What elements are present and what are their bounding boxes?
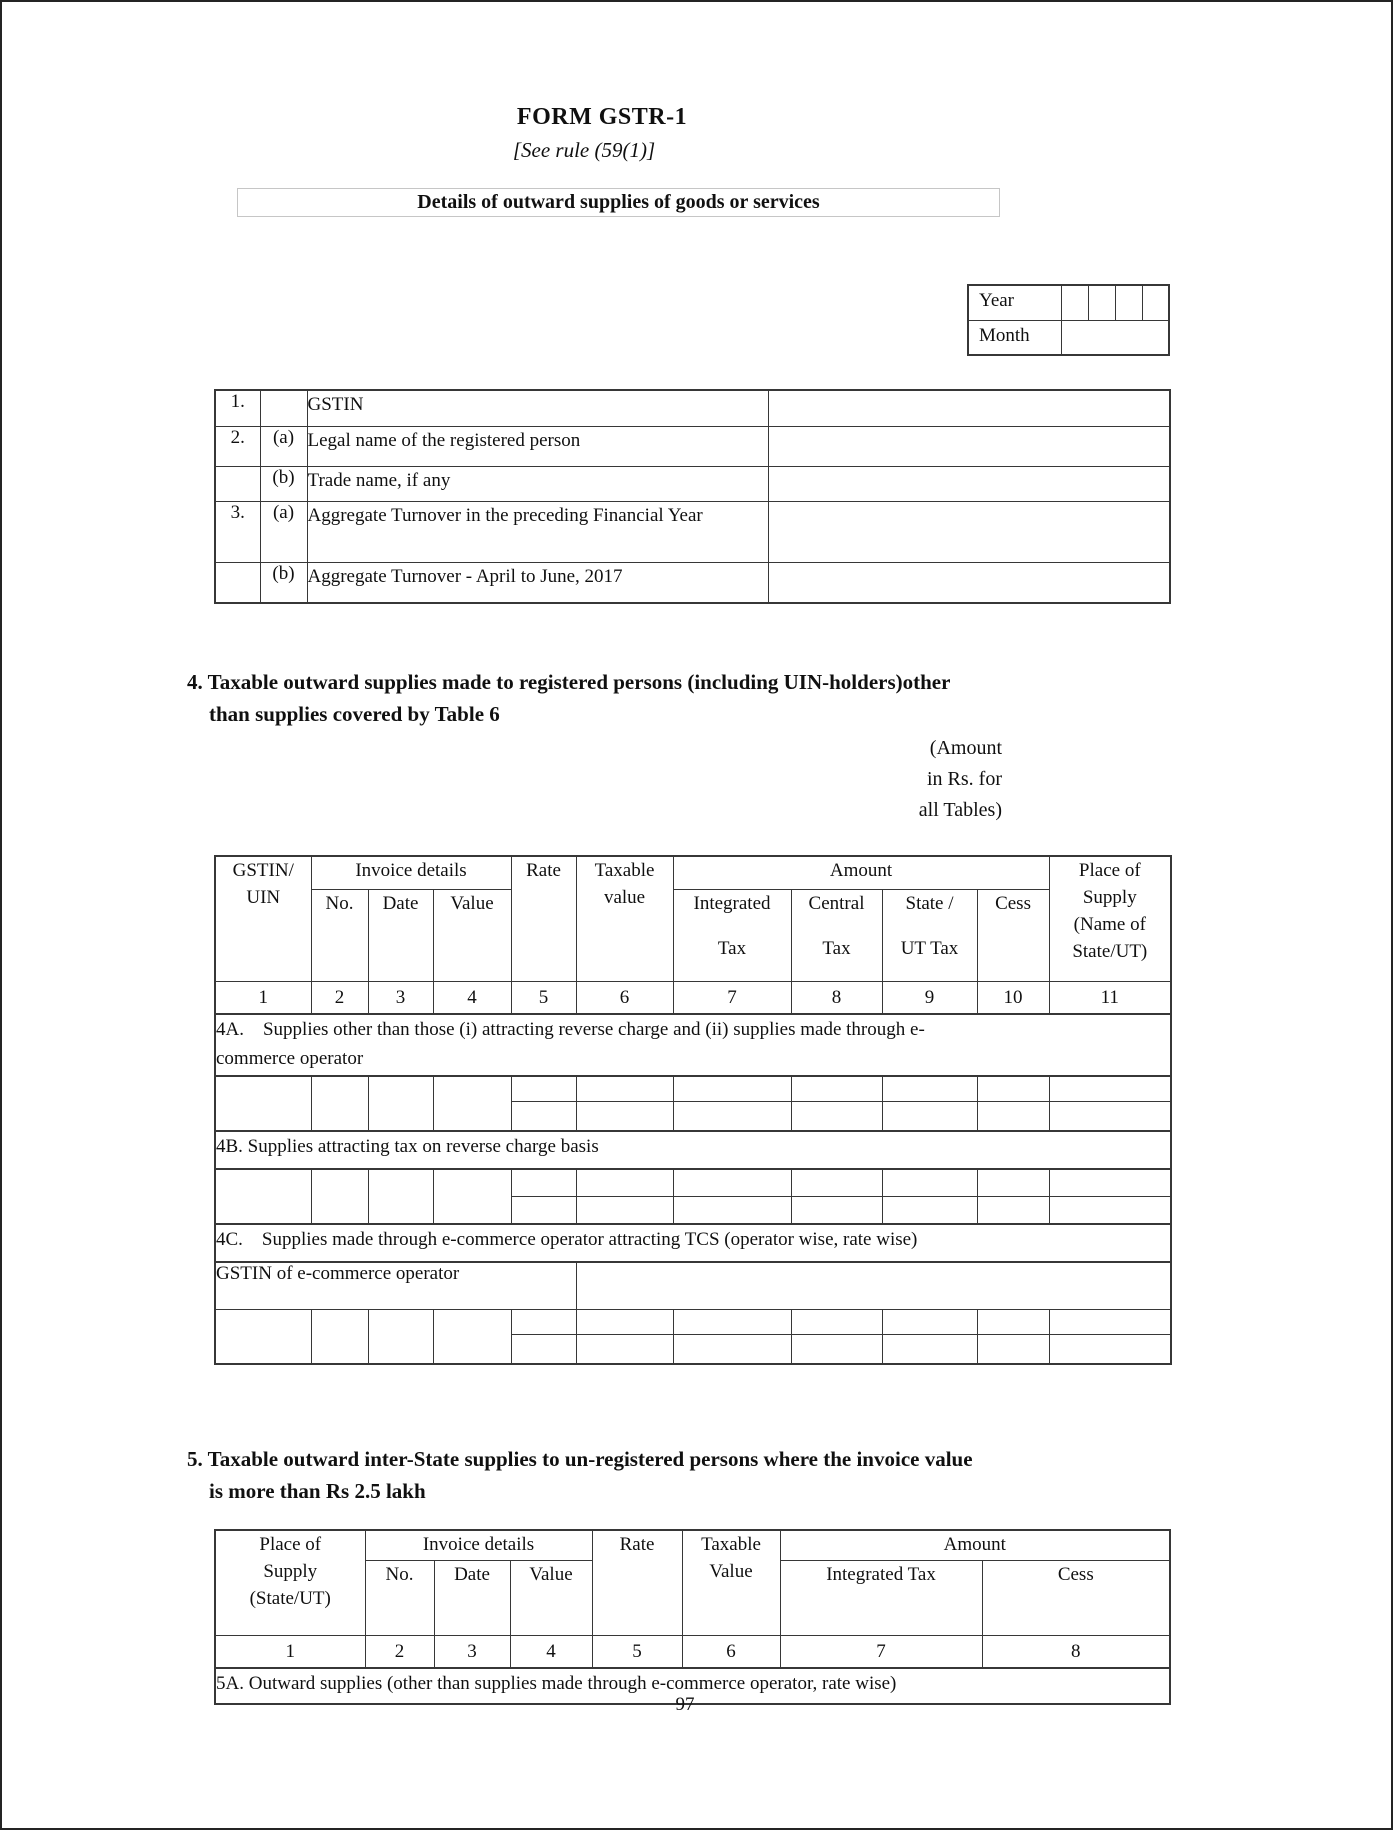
- row-subletter: (b): [260, 562, 307, 603]
- t4-central-tax-cell[interactable]: [791, 1102, 882, 1131]
- row-subletter: (a): [260, 426, 307, 466]
- col-header-value: Value: [510, 1560, 592, 1635]
- t4-invoice-no-cell[interactable]: [311, 1169, 368, 1224]
- t4-cess-cell[interactable]: [977, 1102, 1049, 1131]
- table4-header-row1: [215, 856, 1171, 889]
- year-digit-box[interactable]: [1088, 285, 1115, 320]
- gstin-ecommerce-label: GSTIN of e-commerce operator: [215, 1262, 576, 1310]
- t4-central-tax-cell[interactable]: [791, 1169, 882, 1197]
- turnover-apr-jun-label: Aggregate Turnover - April to June, 2017: [307, 562, 768, 603]
- turnover-apr-jun-row: [215, 562, 1170, 603]
- t4-taxable-value-cell[interactable]: [576, 1335, 673, 1364]
- col-header-place-of-supply: Place of Supply (State/UT): [215, 1530, 365, 1635]
- col-num: 5: [511, 981, 576, 1014]
- trade-name-label: Trade name, if any: [307, 466, 768, 501]
- col-header-invoice-details: Invoice details: [311, 856, 511, 889]
- t4-invoice-date-cell[interactable]: [368, 1169, 433, 1224]
- t4-place-of-supply-cell[interactable]: [1049, 1310, 1171, 1335]
- gstin-label: GSTIN: [307, 390, 768, 426]
- t4-rate-cell[interactable]: [511, 1197, 576, 1224]
- month-row: [968, 320, 1169, 355]
- row-number: 1.: [215, 390, 260, 426]
- t4-invoice-no-cell[interactable]: [311, 1310, 368, 1364]
- month-value-cell[interactable]: [1061, 320, 1169, 355]
- col-header-rate: Rate: [592, 1530, 682, 1635]
- col-header-amount: Amount: [780, 1530, 1170, 1560]
- col-num: 2: [365, 1635, 434, 1668]
- row-number: 2.: [215, 426, 260, 466]
- t4-taxable-value-cell[interactable]: [576, 1076, 673, 1102]
- col-num: 2: [311, 981, 368, 1014]
- t4-state-ut-tax-cell[interactable]: [882, 1197, 977, 1224]
- col-num: 4: [510, 1635, 592, 1668]
- t4-invoice-value-cell[interactable]: [433, 1076, 511, 1131]
- amount-note-line3: all Tables): [918, 799, 1002, 821]
- t4-state-ut-tax-cell[interactable]: [882, 1335, 977, 1364]
- table5-header-row1: [215, 1530, 1170, 1560]
- table4-data-row: [215, 1310, 1171, 1335]
- col-num: 9: [882, 981, 977, 1014]
- turnover-preceding-label: Aggregate Turnover in the preceding Financial Year: [307, 501, 768, 562]
- t4-cess-cell[interactable]: [977, 1169, 1049, 1197]
- t4-integrated-tax-cell[interactable]: [673, 1197, 791, 1224]
- t4-taxable-value-cell[interactable]: [576, 1197, 673, 1224]
- section-4a-label: 4A. Supplies other than those (i) attracting reverse charge and (ii) supplies made through e- commerce operator: [215, 1014, 1171, 1076]
- row-subletter: (a): [260, 501, 307, 562]
- t4-integrated-tax-cell[interactable]: [673, 1335, 791, 1364]
- section5-heading: [187, 1443, 1197, 1507]
- t4-central-tax-cell[interactable]: [791, 1197, 882, 1224]
- trade-name-value-cell[interactable]: [768, 466, 1170, 501]
- col-header-integrated-tax: Integrated Tax: [673, 889, 791, 981]
- t4-place-of-supply-cell[interactable]: [1049, 1197, 1171, 1224]
- t4-invoice-no-cell[interactable]: [311, 1076, 368, 1131]
- col-num: 5: [592, 1635, 682, 1668]
- section-4c-row: [215, 1224, 1171, 1262]
- t4-rate-cell[interactable]: [511, 1310, 576, 1335]
- turnover-apr-jun-boxes: [768, 562, 1170, 603]
- col-header-rate: Rate: [511, 856, 576, 981]
- col-header-taxable-value: Taxable value: [576, 856, 673, 981]
- t4-invoice-date-cell[interactable]: [368, 1076, 433, 1131]
- col-header-cess: Cess: [982, 1560, 1170, 1635]
- table4-header-row2: [215, 889, 1171, 981]
- row-number: [215, 466, 260, 501]
- legal-name-row: [215, 426, 1170, 466]
- col-header-date: Date: [434, 1560, 510, 1635]
- t4-integrated-tax-cell[interactable]: [673, 1102, 791, 1131]
- t4-rate-cell[interactable]: [511, 1076, 576, 1102]
- col-header-place-of-supply: Place of Supply (Name of State/UT): [1049, 856, 1171, 981]
- t4-cess-cell[interactable]: [977, 1310, 1049, 1335]
- t4-taxable-value-cell[interactable]: [576, 1310, 673, 1335]
- col-num: 6: [682, 1635, 780, 1668]
- col-num: 1: [215, 1635, 365, 1668]
- t4-taxable-value-cell[interactable]: [576, 1102, 673, 1131]
- col-num: 3: [368, 981, 433, 1014]
- t4-place-of-supply-cell[interactable]: [1049, 1335, 1171, 1364]
- col-num: 4: [433, 981, 511, 1014]
- section-4b-label: 4B. Supplies attracting tax on reverse charge basis: [215, 1131, 1171, 1169]
- col-num: 8: [791, 981, 882, 1014]
- col-num: 1: [215, 981, 311, 1014]
- t4-cess-cell[interactable]: [977, 1197, 1049, 1224]
- col-header-state-ut-tax: State / UT Tax: [882, 889, 977, 981]
- t4-gstin-cell[interactable]: [215, 1169, 311, 1224]
- trade-name-row: [215, 466, 1170, 501]
- t4-place-of-supply-cell[interactable]: [1049, 1076, 1171, 1102]
- row-subletter: [260, 390, 307, 426]
- rule-reference: [See rule (59(1)]: [512, 138, 656, 162]
- col-header-date: Date: [368, 889, 433, 981]
- section-5a-label: 5A. Outward supplies (other than supplies made through e-commerce operator, rate wise): [215, 1668, 1170, 1704]
- t4-state-ut-tax-cell[interactable]: [882, 1169, 977, 1197]
- period-table: [967, 284, 1170, 356]
- col-num: 10: [977, 981, 1049, 1014]
- section-4a-row: [215, 1014, 1171, 1076]
- t4-rate-cell[interactable]: [511, 1102, 576, 1131]
- col-num: 7: [780, 1635, 982, 1668]
- col-num: 8: [982, 1635, 1170, 1668]
- table4-registered-supplies: [214, 855, 1172, 1365]
- section4-heading: [187, 666, 1187, 730]
- table4-data-row: [215, 1076, 1171, 1102]
- t4-place-of-supply-cell[interactable]: [1049, 1102, 1171, 1131]
- t4-cess-cell[interactable]: [977, 1076, 1049, 1102]
- section-4b-row: [215, 1131, 1171, 1169]
- year-digit-box[interactable]: [1115, 285, 1142, 320]
- t4-central-tax-cell[interactable]: [791, 1076, 882, 1102]
- col-header-taxable-value: Taxable Value: [682, 1530, 780, 1635]
- legal-name-value-cell[interactable]: [768, 426, 1170, 466]
- t4-integrated-tax-cell[interactable]: [673, 1076, 791, 1102]
- table5-column-numbers: [215, 1635, 1170, 1668]
- row-number: [215, 562, 260, 603]
- section-4c-label: 4C. Supplies made through e-commerce operator attracting TCS (operator wise, rate wise): [215, 1224, 1171, 1262]
- t4-state-ut-tax-cell[interactable]: [882, 1102, 977, 1131]
- year-label: Year: [968, 285, 1061, 320]
- year-digit-box[interactable]: [1142, 285, 1169, 320]
- t4-gstin-cell[interactable]: [215, 1310, 311, 1364]
- page-number: 97: [675, 1694, 695, 1715]
- col-header-cess: Cess: [977, 889, 1049, 981]
- gstin-row: [215, 390, 1170, 426]
- turnover-preceding-boxes: [768, 501, 1170, 562]
- turnover-preceding-row: [215, 501, 1170, 562]
- row-subletter: (b): [260, 466, 307, 501]
- t4-rate-cell[interactable]: [511, 1169, 576, 1197]
- col-num: 6: [576, 981, 673, 1014]
- section4-heading-line1: 4. Taxable outward supplies made to registered persons (including UIN-holders)other: [187, 670, 951, 694]
- col-header-gstin-uin: GSTIN/ UIN: [215, 856, 311, 981]
- t4-rate-cell[interactable]: [511, 1335, 576, 1364]
- col-header-value: Value: [433, 889, 511, 981]
- section5-heading-line2: is more than Rs 2.5 lakh: [209, 1479, 426, 1503]
- form-title: FORM GSTR-1: [516, 104, 688, 130]
- legal-name-label: Legal name of the registered person: [307, 426, 768, 466]
- gstin-ecommerce-value-cell[interactable]: [576, 1262, 1171, 1310]
- t4-integrated-tax-cell[interactable]: [673, 1310, 791, 1335]
- t4-invoice-date-cell[interactable]: [368, 1310, 433, 1364]
- t4-cess-cell[interactable]: [977, 1335, 1049, 1364]
- col-header-amount: Amount: [673, 856, 1049, 889]
- t4-invoice-value-cell[interactable]: [433, 1169, 511, 1224]
- t4-central-tax-cell[interactable]: [791, 1310, 882, 1335]
- section4-heading-line2: than supplies covered by Table 6: [209, 702, 500, 726]
- section5-heading-line1: 5. Taxable outward inter-State supplies to un-registered persons where the invoice value: [187, 1447, 973, 1471]
- registration-table: [214, 389, 1171, 604]
- month-label: Month: [968, 320, 1061, 355]
- t4-integrated-tax-cell[interactable]: [673, 1169, 791, 1197]
- t4-gstin-cell[interactable]: [215, 1076, 311, 1131]
- col-num: 11: [1049, 981, 1171, 1014]
- gstin-value-boxes: [768, 390, 1170, 426]
- gstin-ecommerce-row: [215, 1262, 1171, 1310]
- col-header-no: No.: [311, 889, 368, 981]
- amount-note-line2: in Rs. for: [927, 768, 1002, 790]
- t4-state-ut-tax-cell[interactable]: [882, 1076, 977, 1102]
- table4-data-row: [215, 1169, 1171, 1197]
- year-digit-box[interactable]: [1061, 285, 1088, 320]
- table5-interstate-supplies: [214, 1529, 1171, 1705]
- col-header-integrated-tax: Integrated Tax: [780, 1560, 982, 1635]
- t4-place-of-supply-cell[interactable]: [1049, 1169, 1171, 1197]
- amount-note-line1: (Amount: [929, 737, 1002, 759]
- col-header-invoice-details: Invoice details: [365, 1530, 592, 1560]
- col-header-no: No.: [365, 1560, 434, 1635]
- table4-column-numbers: [215, 981, 1171, 1014]
- col-num: 7: [673, 981, 791, 1014]
- col-header-central-tax: Central Tax: [791, 889, 882, 981]
- form-subtitle-box: Details of outward supplies of goods or services: [237, 188, 1000, 217]
- t4-taxable-value-cell[interactable]: [576, 1169, 673, 1197]
- t4-central-tax-cell[interactable]: [791, 1335, 882, 1364]
- t4-state-ut-tax-cell[interactable]: [882, 1310, 977, 1335]
- col-num: 3: [434, 1635, 510, 1668]
- year-row: [968, 285, 1169, 320]
- t4-invoice-value-cell[interactable]: [433, 1310, 511, 1364]
- row-number: 3.: [215, 501, 260, 562]
- amount-note: [702, 733, 1002, 826]
